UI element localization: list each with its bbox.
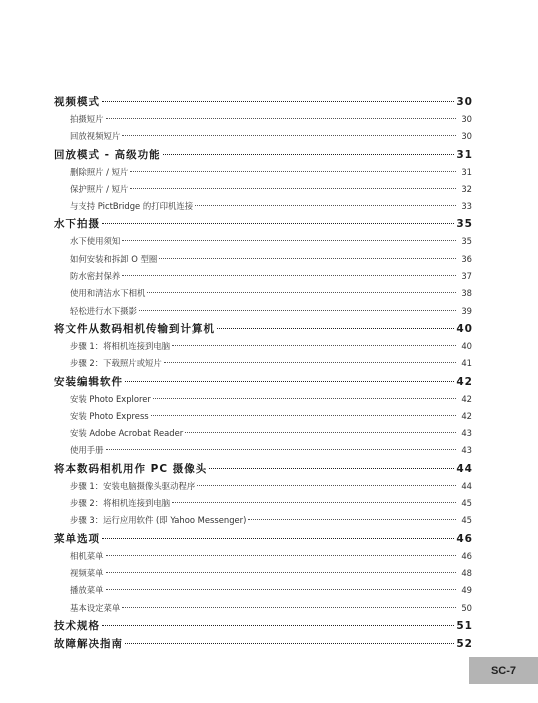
toc-item[interactable]: [54, 548, 472, 565]
toc-entry-title: 步骤 2：下载照片或短片: [70, 358, 162, 369]
toc-entry-page: 49: [461, 585, 472, 596]
toc-entry-title: 如何安装和拆卸 O 型圈: [70, 253, 158, 264]
dot-leader: [122, 135, 456, 136]
toc-entry-page: 46: [456, 532, 473, 545]
toc-entry-title: 步骤 2：将相机连接到电脑: [70, 498, 171, 509]
toc-entry-page: 42: [461, 410, 472, 421]
toc-item[interactable]: [54, 268, 472, 285]
toc-entry-title: 故障解决指南: [54, 637, 123, 650]
toc-entry-title: 安装 Photo Express: [70, 410, 149, 421]
dot-leader: [159, 258, 456, 259]
toc-item[interactable]: [54, 582, 472, 599]
dot-leader: [209, 468, 454, 469]
toc-item[interactable]: [54, 164, 472, 181]
dot-leader: [106, 118, 457, 119]
toc-entry-title: 删除照片 / 短片: [70, 166, 129, 177]
toc-entry-page: 40: [456, 322, 473, 335]
toc-item[interactable]: [54, 355, 472, 372]
dot-leader: [172, 345, 456, 346]
toc-section[interactable]: [54, 460, 472, 478]
toc-section[interactable]: [54, 146, 472, 164]
toc-item[interactable]: [54, 198, 472, 215]
dot-leader: [151, 415, 456, 416]
toc-entry-page: 37: [461, 271, 472, 282]
toc-section[interactable]: [54, 617, 472, 635]
toc-entry-page: 41: [461, 358, 472, 369]
toc-section[interactable]: [54, 373, 472, 391]
toc-entry-page: 35: [456, 218, 473, 231]
toc-entry-page: 32: [461, 183, 472, 194]
dot-leader: [106, 449, 457, 450]
toc-section[interactable]: [54, 215, 472, 233]
dot-leader: [125, 381, 454, 382]
toc-entry-page: 48: [461, 567, 472, 578]
toc-entry-title: 拍摄短片: [70, 114, 104, 124]
toc-entry-title: 将文件从数码相机传输到计算机: [54, 322, 215, 335]
dot-leader: [106, 572, 457, 573]
toc-entry-title: 回放视频短片: [70, 131, 121, 142]
toc-item[interactable]: [54, 495, 472, 512]
toc-entry-page: 42: [456, 375, 473, 388]
toc-entry-page: 50: [461, 602, 472, 613]
dot-leader: [195, 205, 456, 206]
dot-leader: [122, 275, 456, 276]
table-of-contents: [54, 93, 472, 653]
dot-leader: [122, 240, 456, 241]
toc-entry-title: 步骤 1：安装电脑摄像头驱动程序: [70, 480, 196, 491]
toc-item[interactable]: [54, 251, 472, 268]
toc-section[interactable]: [54, 93, 472, 111]
toc-entry-page: 31: [461, 166, 472, 177]
toc-entry-title: 安装编辑软件: [54, 375, 123, 388]
toc-entry-page: 38: [461, 288, 472, 299]
toc-entry-title: 技术规格: [54, 619, 100, 632]
toc-entry-title: 保护照片 / 短片: [70, 183, 129, 194]
toc-entry-page: 45: [461, 498, 472, 509]
dot-leader: [163, 154, 455, 155]
dot-leader: [217, 328, 454, 329]
toc-item[interactable]: [54, 478, 472, 495]
toc-entry-page: 30: [461, 114, 472, 124]
page-number: SC-7: [490, 664, 517, 677]
toc-entry-title: 视频模式: [54, 96, 100, 108]
dot-leader: [248, 519, 456, 520]
toc-item[interactable]: [54, 285, 472, 302]
toc-item[interactable]: [54, 303, 472, 320]
dot-leader: [102, 223, 454, 224]
toc-entry-page: 46: [461, 550, 472, 561]
toc-entry-page: 42: [461, 393, 472, 404]
dot-leader: [172, 502, 456, 503]
toc-item[interactable]: [54, 181, 472, 198]
toc-entry-title: 回放模式 - 高级功能: [54, 148, 161, 161]
toc-entry-title: 步骤 3：运行应用软件 (即 Yahoo Messenger): [70, 515, 247, 526]
toc-item[interactable]: [54, 565, 472, 582]
toc-item[interactable]: [54, 442, 472, 459]
dot-leader: [147, 292, 456, 293]
dot-leader: [197, 485, 456, 486]
toc-entry-title: 菜单选项: [54, 532, 100, 545]
dot-leader: [130, 188, 456, 189]
toc-entry-page: 43: [461, 445, 472, 456]
toc-item[interactable]: [54, 128, 472, 145]
toc-item[interactable]: [54, 111, 472, 128]
dot-leader: [125, 643, 454, 644]
dot-leader: [106, 555, 457, 556]
toc-entry-title: 步骤 1：将相机连接到电脑: [70, 340, 171, 351]
toc-section[interactable]: [54, 635, 472, 653]
toc-entry-title: 安装 Photo Explorer: [70, 393, 151, 404]
toc-entry-page: 30: [461, 131, 472, 142]
toc-entry-title: 水下使用须知: [70, 236, 121, 247]
toc-entry-page: 51: [456, 619, 473, 632]
page-number-tab: [469, 657, 538, 684]
dot-leader: [106, 589, 457, 590]
toc-item[interactable]: [54, 408, 472, 425]
dot-leader: [122, 607, 456, 608]
toc-entry-page: 43: [461, 428, 472, 439]
dot-leader: [153, 398, 456, 399]
toc-item[interactable]: [54, 338, 472, 355]
dot-leader: [102, 625, 454, 626]
toc-entry-page: 30: [456, 96, 473, 108]
toc-entry-title: 使用和清洁水下相机: [70, 288, 146, 299]
toc-entry-page: 31: [456, 148, 473, 161]
toc-entry-page: 40: [461, 340, 472, 351]
toc-item[interactable]: [54, 512, 472, 529]
toc-entry-title: 安装 Adobe Acrobat Reader: [70, 428, 184, 439]
toc-entry-title: 轻松进行水下摄影: [70, 305, 137, 316]
toc-entry-page: 44: [461, 480, 472, 491]
toc-entry-page: 33: [461, 201, 472, 212]
toc-entry-page: 36: [461, 253, 472, 264]
toc-item[interactable]: [54, 425, 472, 442]
dot-leader: [164, 362, 456, 363]
toc-entry-title: 防水密封保养: [70, 271, 121, 282]
toc-entry-page: 39: [461, 305, 472, 316]
toc-entry-page: 35: [461, 236, 472, 247]
toc-entry-page: 52: [456, 637, 473, 650]
toc-entry-title: 播放菜单: [70, 585, 104, 596]
toc-entry-title: 相机菜单: [70, 550, 104, 561]
dot-leader: [102, 101, 454, 102]
toc-item[interactable]: [54, 391, 472, 408]
toc-item[interactable]: [54, 600, 472, 617]
toc-entry-title: 视频菜单: [70, 567, 104, 578]
dot-leader: [185, 432, 456, 433]
toc-entry-page: 44: [456, 462, 473, 475]
dot-leader: [130, 171, 456, 172]
toc-item[interactable]: [54, 233, 472, 250]
toc-entry-title: 水下拍摄: [54, 218, 100, 231]
toc-entry-page: 45: [461, 515, 472, 526]
toc-entry-title: 将本数码相机用作 PC 摄像头: [54, 462, 208, 475]
toc-section[interactable]: [54, 530, 472, 548]
dot-leader: [102, 538, 454, 539]
toc-entry-title: 使用手册: [70, 445, 104, 456]
dot-leader: [139, 310, 456, 311]
toc-entry-title: 与支持 PictBridge 的打印机连接: [70, 201, 194, 212]
toc-section[interactable]: [54, 320, 472, 338]
toc-entry-title: 基本设定菜单: [70, 602, 121, 613]
